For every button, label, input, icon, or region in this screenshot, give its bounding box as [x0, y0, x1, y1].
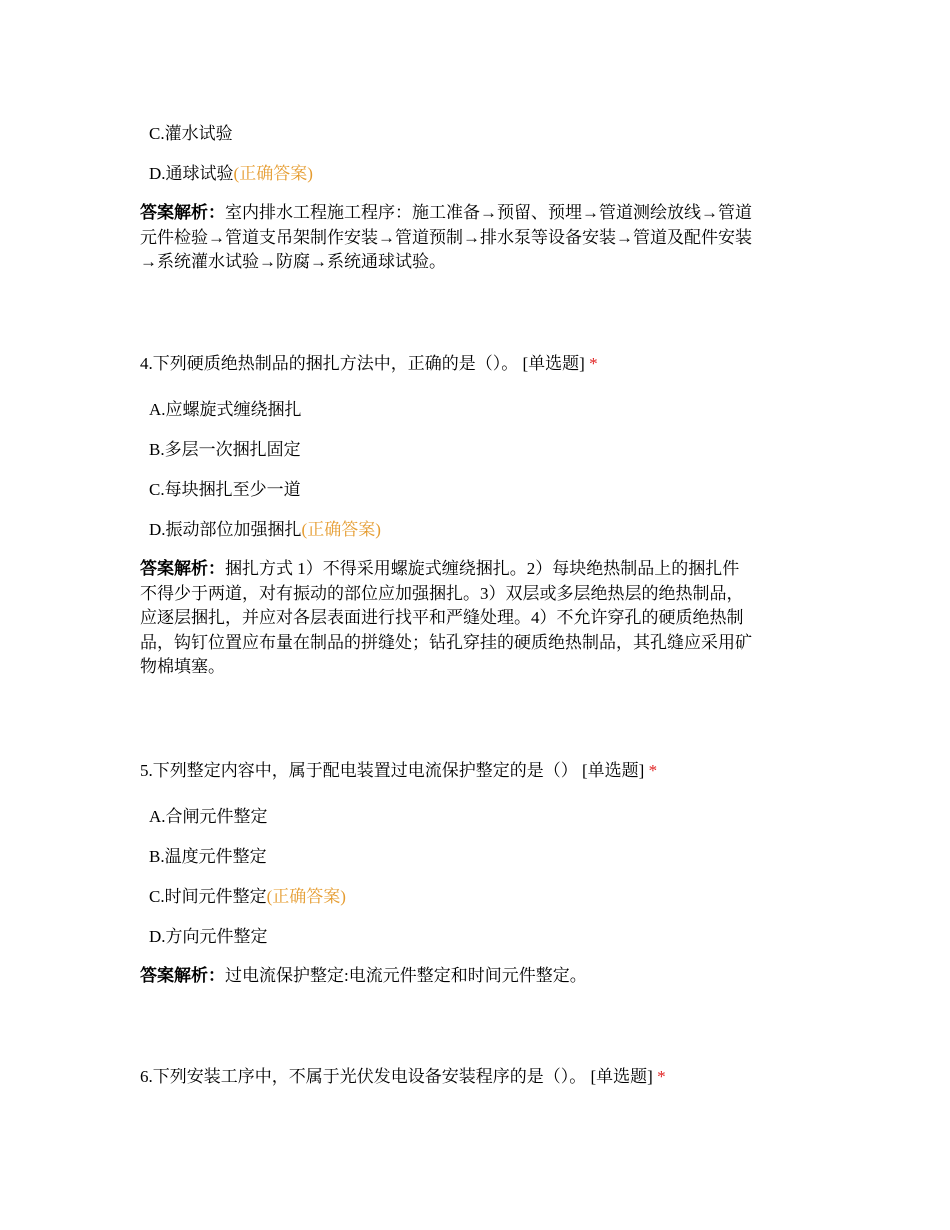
q3-option-c[interactable]: C.灌水试验 [149, 124, 233, 143]
q3-analysis: 答案解析：室内排水工程施工程序：施工准备→预留、预埋→管道测绘放线→管道 元件检验→管道支吊架制作安装→管道预制→排水泵等设备安装→管道及配件安装 →系统灌水试验→防腐→系统通球试验。 [140, 203, 752, 271]
q4-option-b[interactable]: B.多层一次捆扎固定 [149, 440, 301, 459]
correct-answer-marker: (正确答案) [233, 164, 313, 183]
question-type-tag: [单选题] [590, 1067, 653, 1086]
q4-option-a[interactable]: A.应螺旋式缠绕捆扎 [149, 400, 302, 419]
q4-option-d[interactable]: D.振动部位加强捆扎(正确答案) [149, 520, 381, 539]
question-type-tag: [单选题] [522, 354, 585, 373]
q4-analysis: 答案解析：捆扎方式 1）不得采用螺旋式缠绕捆扎。2）每块绝热制品上的捆扎件 不得少于两道，对有振动的部位应加强捆扎。3）双层或多层绝热层的绝热制品， 应逐层捆扎，并应对各层表面进行找平和严缝处理。4）不允许穿孔的硬质绝热制 品，钩钉位置应布量在制品的拼缝处；钻孔穿挂的硬质绝热制品，其孔缝应采用矿 物棉填塞。 [140, 559, 752, 676]
analysis-label: 答案解析： [140, 966, 225, 985]
q4-title: 4.下列硬质绝热制品的捆扎方法中，正确的是（）。 [单选题] * [140, 354, 598, 373]
analysis-label: 答案解析： [140, 559, 225, 578]
required-mark: * [648, 761, 658, 780]
q5-option-b[interactable]: B.温度元件整定 [149, 847, 267, 866]
q6-title: 6.下列安装工序中，不属于光伏发电设备安装程序的是（）。 [单选题] * [140, 1067, 666, 1086]
q5-option-c[interactable]: C.时间元件整定(正确答案) [149, 887, 346, 906]
required-mark: * [589, 354, 598, 373]
question-type-tag: [单选题] [582, 761, 645, 780]
q3-option-d[interactable]: D.通球试验(正确答案) [149, 164, 313, 183]
correct-answer-marker: (正确答案) [266, 887, 346, 906]
q5-analysis: 答案解析：过电流保护整定:电流元件整定和时间元件整定。 [140, 966, 587, 985]
q4-option-c[interactable]: C.每块捆扎至少一道 [149, 480, 301, 499]
required-mark: * [657, 1067, 666, 1086]
q5-title: 5.下列整定内容中，属于配电装置过电流保护整定的是（） [单选题] * [140, 761, 658, 780]
q5-option-d[interactable]: D.方向元件整定 [149, 927, 268, 946]
analysis-label: 答案解析： [140, 203, 225, 222]
q5-option-a[interactable]: A.合闸元件整定 [149, 807, 268, 826]
correct-answer-marker: (正确答案) [301, 520, 381, 539]
